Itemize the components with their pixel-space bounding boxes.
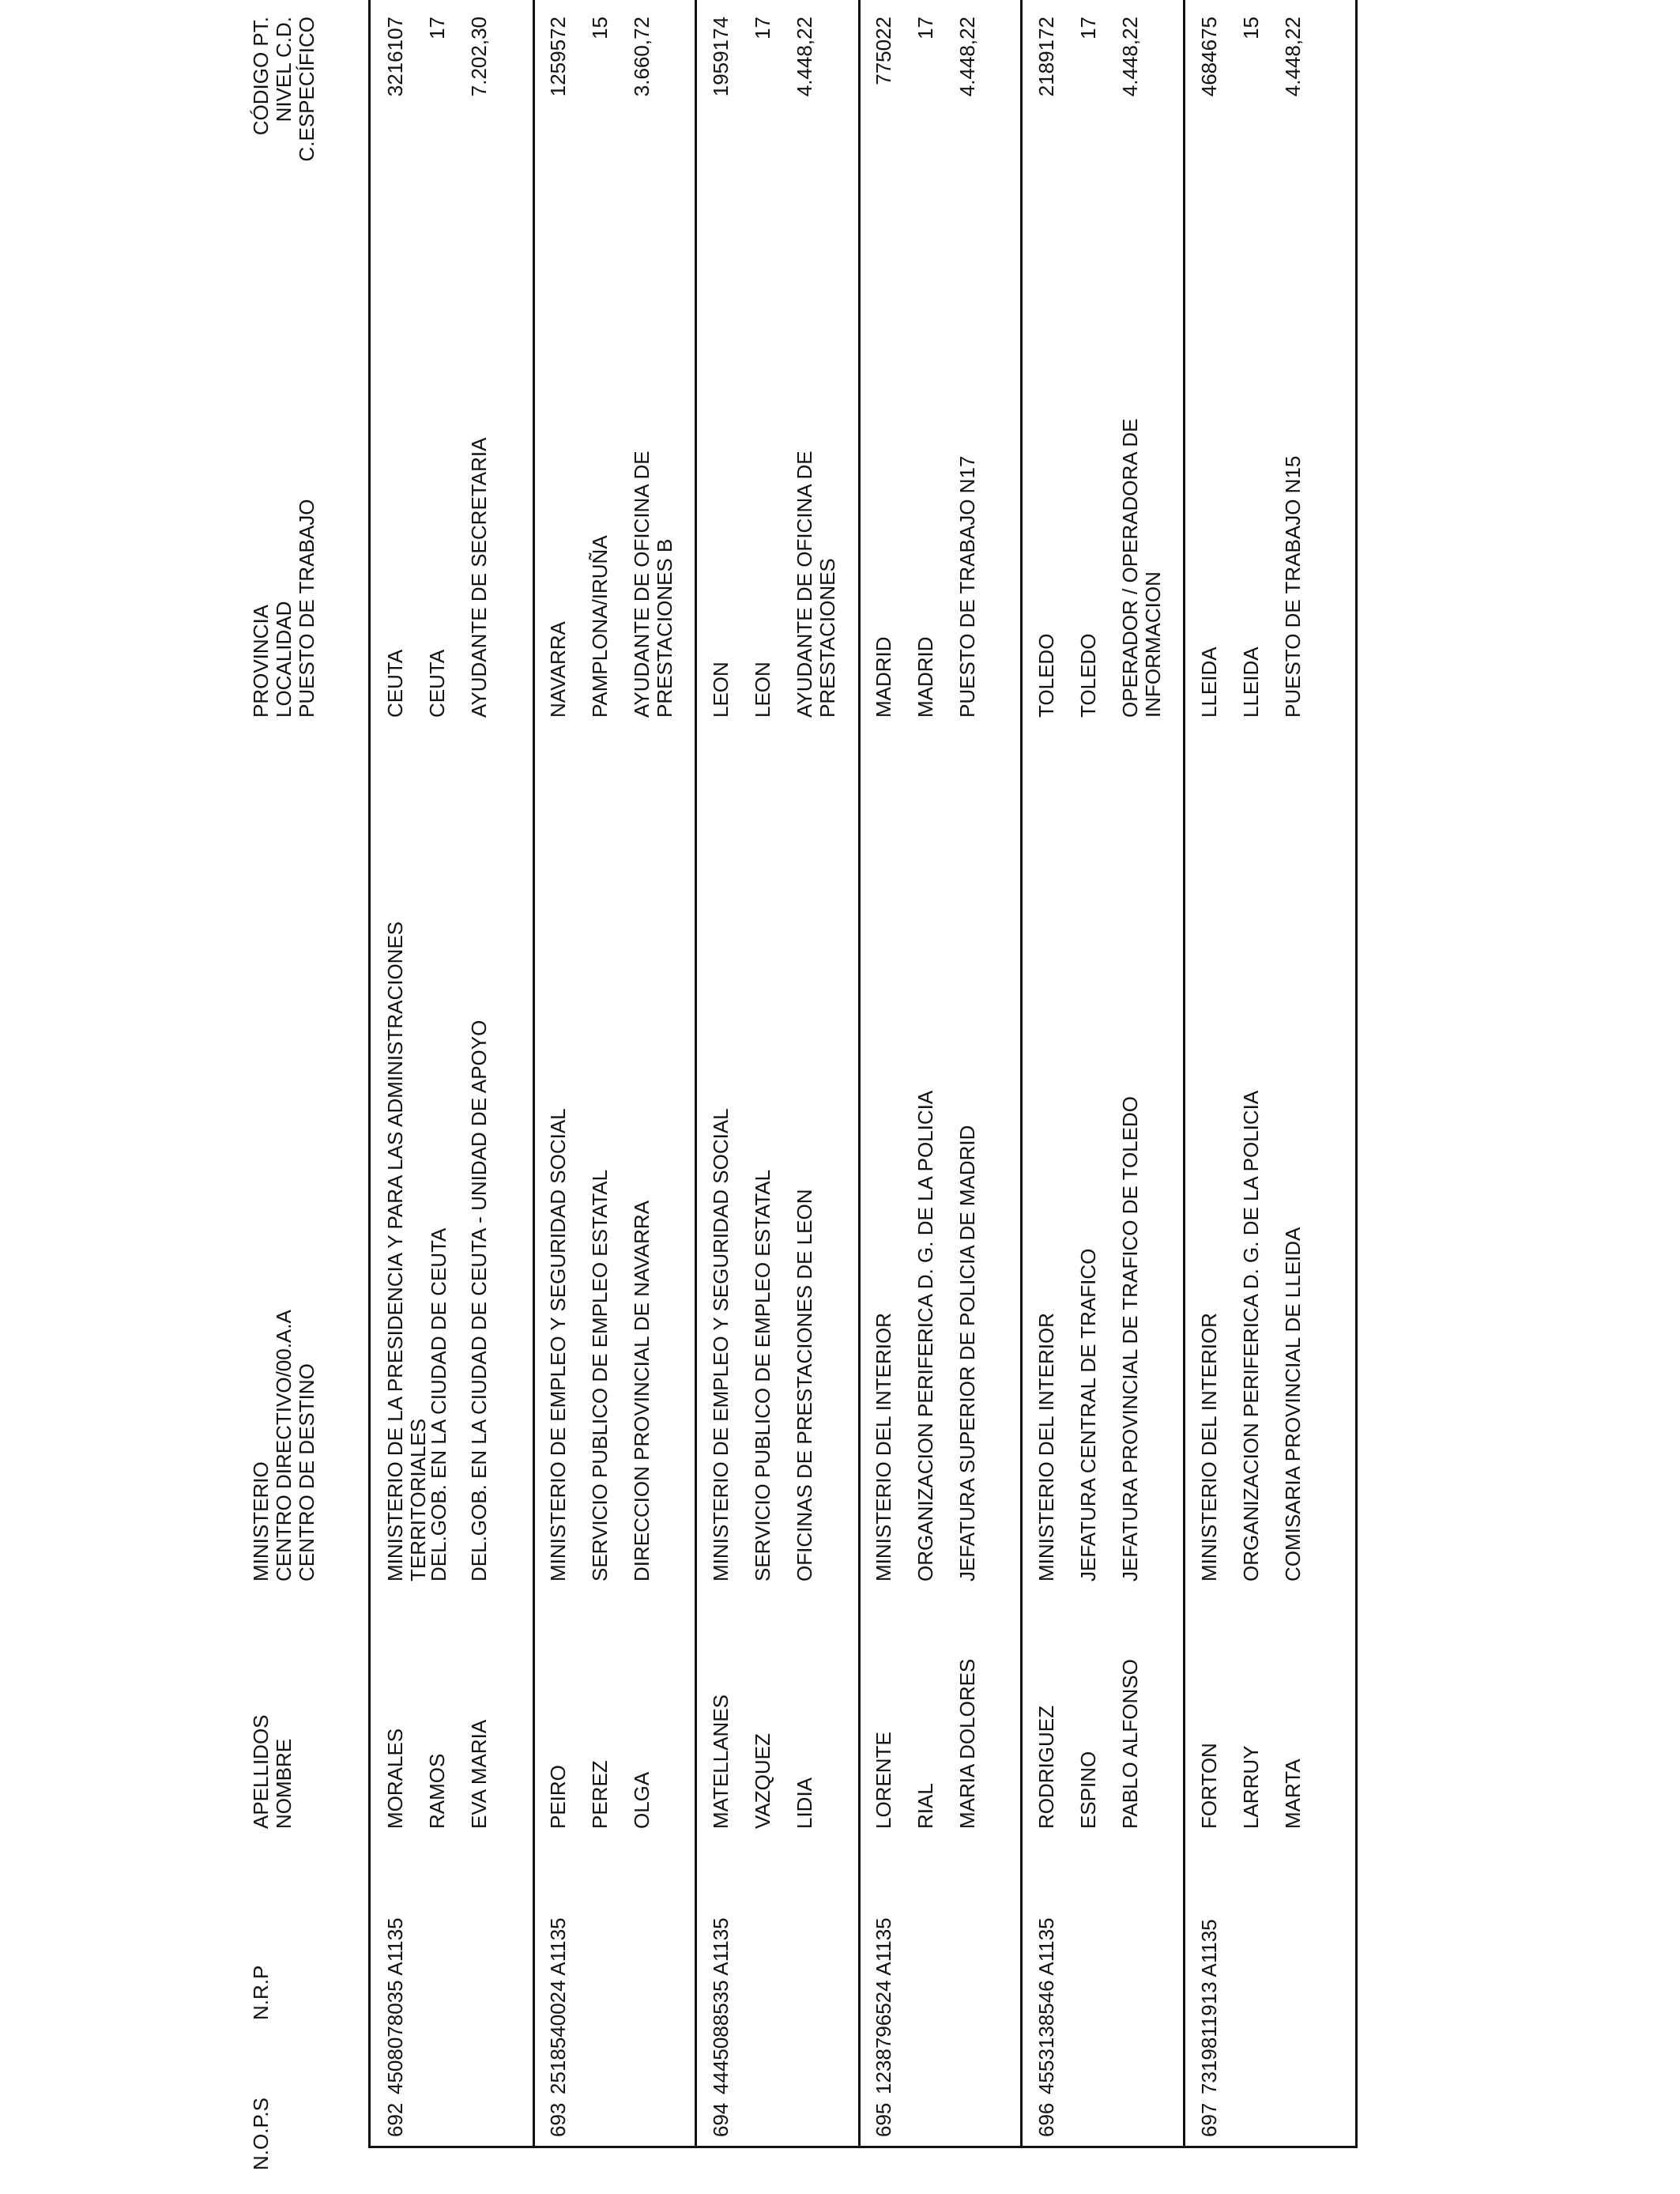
codigo-cell: 2189172 [1034, 17, 1058, 97]
header-centro-destino-label: CENTRO DE DESTINO [295, 1363, 318, 1581]
nrp-cell: 4445088535 A1135 [709, 1917, 733, 2094]
localidad-cell: LEON [751, 662, 774, 718]
puesto-cell: AYUDANTE DE OFICINA DE [630, 450, 654, 718]
apellido2-cell: LARRUY [1239, 1745, 1263, 1829]
nops-cell: 693 [546, 2102, 570, 2137]
centro-destino-cell: COMISARIA PROVINCIAL DE LLEIDA [1281, 1227, 1305, 1581]
header-codigo-label: CÓDIGO PT. [249, 17, 273, 136]
apellido1-cell: LORENTE [872, 1732, 895, 1829]
codigo-cell: 1959174 [709, 17, 733, 97]
nrp-cell: 4553138546 A1135 [1034, 1917, 1058, 2094]
nombre-cell: LIDIA [793, 1777, 816, 1829]
nombre-cell: OLGA [630, 1771, 654, 1829]
header-nops-label: N.O.P.S [249, 2097, 273, 2170]
row-separator [533, 0, 535, 2146]
provincia-cell: LEON [709, 662, 733, 718]
especifico-cell: 4.448,22 [1118, 17, 1142, 97]
localidad-cell: CEUTA [425, 649, 449, 718]
nombre-cell: MARTA [1281, 1759, 1305, 1829]
nrp-cell: 7319811913 A1135 [1197, 1919, 1221, 2094]
centro-destino-cell: DEL.GOB. EN LA CIUDAD DE CEUTA - UNIDAD DE APOYO [467, 1020, 491, 1581]
centro-directivo-cell: ORGANIZACION PERIFERICA D. G. DE LA POLICIA [1239, 1090, 1263, 1581]
centro-directivo-cell: ORGANIZACION PERIFERICA D. G. DE LA POLICIA [913, 1090, 937, 1581]
provincia-cell: MADRID [872, 636, 895, 718]
nombre-cell: EVA MARIA [467, 1719, 491, 1829]
header-ubicacion [250, 499, 318, 718]
centro-destino-cell: JEFATURA PROVINCIAL DE TRAFICO DE TOLEDO [1118, 1095, 1142, 1581]
codigo-cell: 4684675 [1197, 17, 1221, 97]
puesto-cell: PUESTO DE TRABAJO N15 [1281, 455, 1305, 718]
apellido2-cell: ESPINO [1076, 1751, 1100, 1829]
centro-directivo-cell: SERVICIO PUBLICO DE EMPLEO ESTATAL [588, 1169, 612, 1581]
nivel-cell: 15 [588, 17, 612, 40]
ministerio-cell: MINISTERIO DE EMPLEO Y SEGURIDAD SOCIAL [546, 1108, 570, 1581]
localidad-cell: LLEIDA [1239, 647, 1263, 718]
header-nrp-label: N.R.P [249, 1965, 273, 2020]
apellido1-cell: RODRIGUEZ [1034, 1706, 1058, 1829]
puesto-cell: AYUDANTE DE SECRETARIA [467, 437, 491, 718]
nivel-cell: 15 [1239, 17, 1263, 40]
header-codigos [250, 17, 318, 222]
header-centro-directivo-label: CENTRO DIRECTIVO/00.A.A [272, 1310, 296, 1581]
header-organismo [250, 1310, 318, 1581]
nops-cell: 694 [709, 2102, 733, 2137]
centro-destino-cell: JEFATURA SUPERIOR DE POLICIA DE MADRID [955, 1125, 979, 1581]
especifico-cell: 7.202,30 [467, 17, 491, 97]
ministerio-cell: MINISTERIO DEL INTERIOR [1197, 1313, 1221, 1581]
nops-cell: 697 [1197, 2102, 1221, 2137]
apellido2-cell: PEREZ [588, 1760, 612, 1829]
centro-directivo-cell: SERVICIO PUBLICO DE EMPLEO ESTATAL [751, 1169, 774, 1581]
centro-directivo-cell: DEL.GOB. EN LA CIUDAD DE CEUTA [427, 1227, 450, 1581]
nrp-cell: 2518540024 A1135 [546, 1917, 570, 2094]
nops-cell: 695 [872, 2102, 895, 2137]
nivel-cell: 17 [913, 17, 937, 40]
apellido1-cell: MORALES [383, 1728, 407, 1829]
especifico-cell: 4.448,22 [793, 17, 816, 97]
puesto-cell: PUESTO DE TRABAJO N17 [955, 455, 979, 718]
header-nops [250, 2098, 273, 2170]
header-nombre-label: NOMBRE [272, 1738, 296, 1829]
especifico-cell: 4.448,22 [1281, 17, 1305, 97]
row-separator [858, 0, 861, 2146]
ministerio-cont-cell: TERRITORIALES [406, 1418, 430, 1581]
codigo-cell: 3216107 [383, 17, 407, 97]
nops-cell: 696 [1034, 2102, 1058, 2137]
header-puesto-label: PUESTO DE TRABAJO [295, 499, 318, 718]
header-names [250, 1714, 296, 1829]
codigo-cell: 775022 [872, 17, 895, 85]
nrp-cell: 4508078035 A1135 [383, 1917, 407, 2094]
especifico-cell: 4.448,22 [955, 17, 979, 97]
provincia-cell: LLEIDA [1197, 647, 1221, 718]
header-provincia-label: PROVINCIA [249, 604, 273, 718]
codigo-cell: 1259572 [546, 17, 570, 97]
localidad-cell: TOLEDO [1076, 633, 1100, 718]
ministerio-cell: MINISTERIO DE LA PRESIDENCIA Y PARA LAS ADMINISTRACIONES [383, 921, 407, 1581]
especifico-cell: 3.660,72 [630, 17, 654, 97]
puesto-cell: OPERADOR / OPERADORA DE [1118, 418, 1142, 718]
ministerio-cell: MINISTERIO DEL INTERIOR [872, 1313, 895, 1581]
nombre-cell: PABLO ALFONSO [1118, 1659, 1142, 1829]
row-separator [695, 0, 697, 2146]
apellido2-cell: RIAL [913, 1783, 937, 1829]
puesto-cont-cell: PRESTACIONES B [653, 538, 676, 718]
provincia-cell: NAVARRA [546, 621, 570, 718]
apellido2-cell: RAMOS [425, 1753, 449, 1829]
header-nrp [250, 1966, 273, 2020]
apellido2-cell: VAZQUEZ [751, 1733, 774, 1829]
nivel-cell: 17 [425, 17, 449, 40]
apellido1-cell: FORTON [1197, 1743, 1221, 1829]
apellido1-cell: MATELLANES [709, 1694, 733, 1829]
puesto-cont-cell: PRESTACIONES [816, 558, 839, 718]
centro-directivo-cell: JEFATURA CENTRAL DE TRAFICO [1076, 1248, 1100, 1581]
centro-destino-cell: DIRECCION PROVINCIAL DE NAVARRA [630, 1200, 654, 1581]
localidad-cell: MADRID [913, 636, 937, 718]
header-localidad-label: LOCALIDAD [272, 601, 296, 718]
row-separator [1020, 0, 1023, 2146]
nivel-cell: 17 [1076, 17, 1100, 40]
puesto-cont-cell: INFORMACION [1141, 571, 1165, 718]
header-apellidos-label: APELLIDOS [249, 1714, 273, 1829]
apellido1-cell: PEIRO [546, 1765, 570, 1829]
nrp-cell: 1238796524 A1135 [872, 1917, 895, 2094]
centro-destino-cell: OFICINAS DE PRESTACIONES DE LEON [793, 1189, 816, 1581]
nombre-cell: MARIA DOLORES [955, 1658, 979, 1829]
row-separator [1183, 0, 1185, 2146]
nivel-cell: 17 [751, 17, 774, 40]
ministerio-cell: MINISTERIO DEL INTERIOR [1034, 1313, 1058, 1581]
provincia-cell: CEUTA [383, 649, 407, 718]
provincia-cell: TOLEDO [1034, 633, 1058, 718]
localidad-cell: PAMPLONA/IRUÑA [588, 535, 612, 718]
puesto-cell: AYUDANTE DE OFICINA DE [793, 450, 816, 718]
ministerio-cell: MINISTERIO DE EMPLEO Y SEGURIDAD SOCIAL [709, 1108, 733, 1581]
header-nivel-label: NIVEL C.D. [272, 17, 296, 123]
nops-cell: 692 [383, 2102, 407, 2137]
header-ministerio-label: MINISTERIO [249, 1461, 273, 1581]
header-especifico-label: C.ESPECÍFICO [295, 17, 318, 162]
